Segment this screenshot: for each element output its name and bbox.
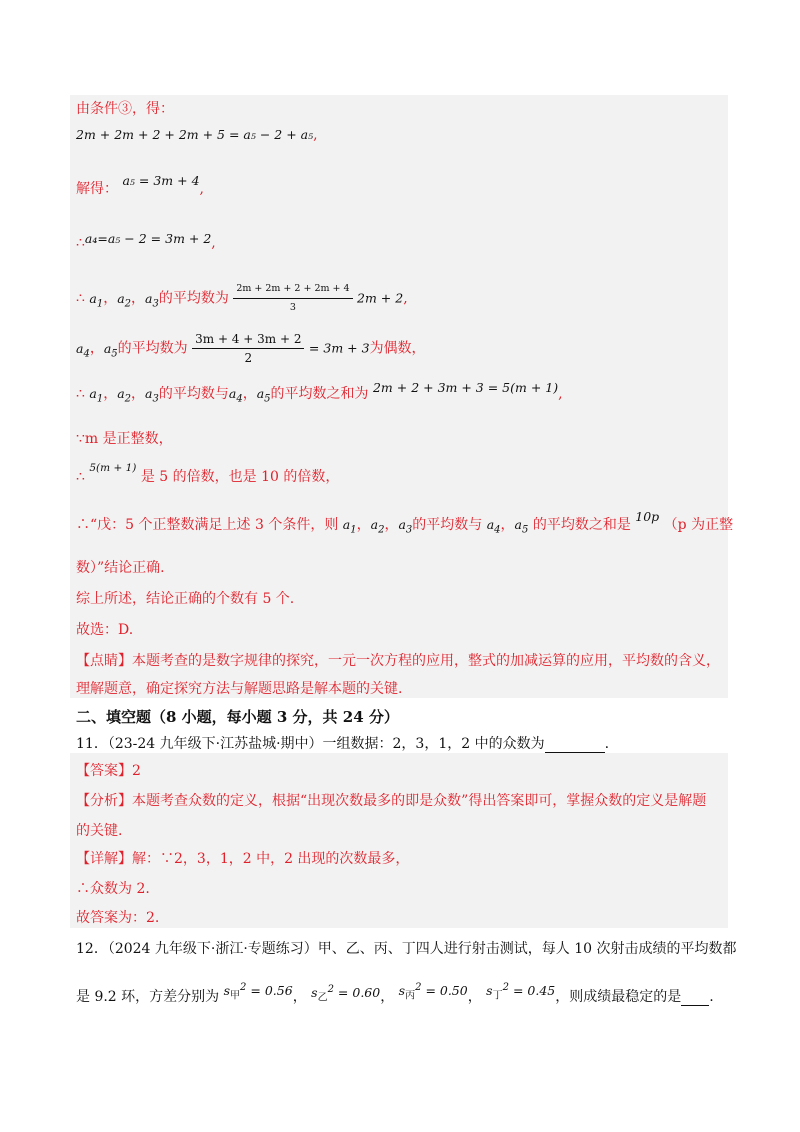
equation-sum: 2m + 2 + 3m + 3 = 5(m + 1) xyxy=(372,380,559,395)
question-12-line-2: 是 9.2 环，方差分别为 $s_甲^2 = 0.56$， $s_乙^2 = 0.60$， $s_丙^2 = 0.50$， $s_丁^2 = 0.45$，则成绩最稳定的是 . xyxy=(76,981,714,1005)
question-11: 11．（23-24 九年级下·江苏盐城·期中）一组数据：2，3，1，2 中的众数为 . xyxy=(76,736,610,752)
section-title: 二、填空题（8 小题，每小题 3 分，共 24 分） xyxy=(76,708,399,726)
equation-a4: a₄=a₅ − 2 = 3m + 2 xyxy=(84,231,212,246)
solution-line-6: $a_4$，$a_5$的平均数为 $\frac{3m + 4 + 3m + 2}{2}$ = 3m + 3为偶数， xyxy=(76,332,426,365)
expression-5m1: 5(m + 1) xyxy=(89,462,137,474)
solution-line-7: ∴ $a_1$，$a_2$，$a_3$的平均数与$a_4$，$a_5$的平均数之和为 2m + 2 + 3m + 3 = 5(m + 1), xyxy=(76,380,563,405)
answer-blank xyxy=(545,736,605,753)
solution-line-4: ∴a₄=a₅ − 2 = 3m + 2, xyxy=(76,231,216,251)
solution-line-8: ∵m 是正整数， xyxy=(76,431,173,447)
answer-background xyxy=(70,753,728,928)
equation-a5: a₅ = 3m + 4 xyxy=(122,173,200,188)
comment-line-2: 理解题意，确定探究方法与解题思路是解本题的关键. xyxy=(76,681,403,697)
q11-final: 故答案为：2. xyxy=(76,910,160,926)
solution-line-5: ∴ $a_1$，$a_2$，$a_3$的平均数为 $\frac{2m + 2m + 2 + 2m + 4}{3}$ 2m + 2, xyxy=(76,280,408,317)
q11-analysis-2: 的关键. xyxy=(76,823,123,839)
solution-line-2: 2m + 2m + 2 + 2m + 5 = a₅ − 2 + a₅, xyxy=(76,127,318,143)
solution-line-12: 综上所述，结论正确的个数有 5 个. xyxy=(76,591,295,607)
q11-analysis-1: 【分析】本题考查众数的定义，根据“出现次数最多的即是众数”得出答案即可，掌握众数的定义是解题 xyxy=(76,793,707,809)
solution-line-3: 解得： a₅ = 3m + 4, xyxy=(76,173,204,197)
mean-a4-a5-fraction: $\frac{3m + 4 + 3m + 2}{2}$ xyxy=(192,330,304,367)
question-12-line-1: 12．（2024 九年级下·浙江·专题练习）甲、乙、丙、丁四人进行射击测试，每人 10 次射击成绩的平均数都 xyxy=(76,941,737,957)
mean-a1-a3-fraction: $\frac{2m + 2m + 2 + 2m + 4}{3}$ xyxy=(233,280,352,317)
q11-answer: 【答案】2 xyxy=(76,763,141,779)
solution-line-9: ∴ $^{5(m + 1)}$ 是 5 的倍数，也是 10 的倍数， xyxy=(76,462,340,485)
comment-line-1: 【点睛】本题考查的是数字规律的探究，一元一次方程的应用，整式的加减运算的应用，平均数的含义， xyxy=(76,653,720,669)
q11-conclusion: ∴众数为 2. xyxy=(76,881,150,897)
equation-condition3: 2m + 2m + 2 + 2m + 5 = a₅ − 2 + a₅ xyxy=(76,127,314,142)
solution-line-13: 故选：D. xyxy=(76,622,134,638)
answer-blank-12 xyxy=(681,989,709,1006)
solution-line-10: ∴“戊：5 个正整数满足上述 3 个条件，则 $a_1$，$a_2$，$a_3$的平均数与 $a_4$，$a_5$ 的平均数之和是 10p （p 为正整 xyxy=(76,509,734,536)
solution-line-11: 数）”结论正确. xyxy=(76,560,165,576)
solve-label: 解得： xyxy=(76,181,118,197)
solution-line-1: 由条件③，得： xyxy=(76,101,174,117)
q11-detail: 【详解】解：∵2，3，1，2 中，2 出现的次数最多， xyxy=(76,851,410,867)
